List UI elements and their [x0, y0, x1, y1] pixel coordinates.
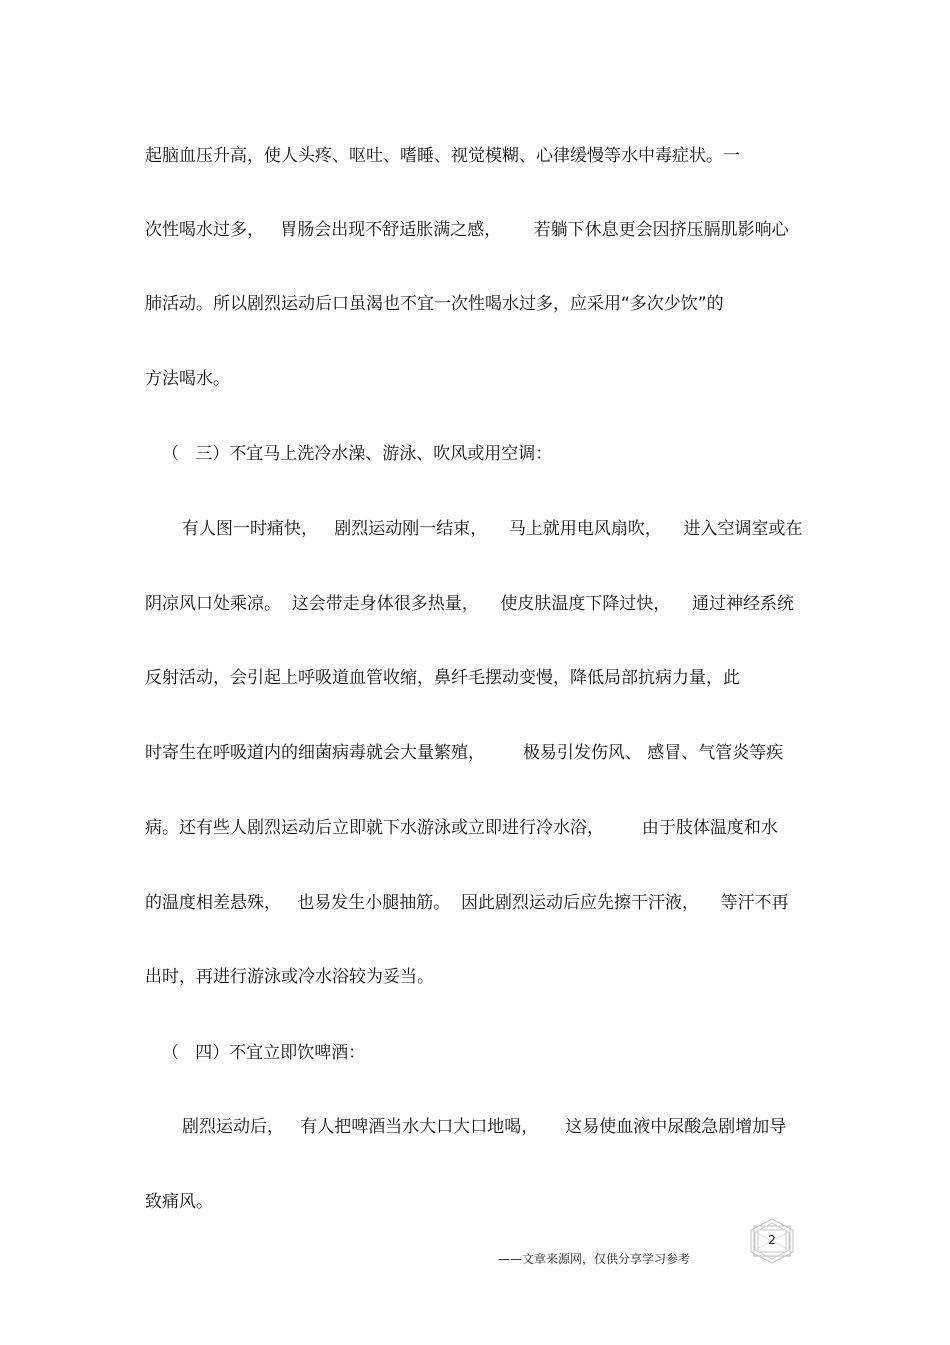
body-line-5: 有人图一时痛快， 剧烈运动刚一结束， 马上就用电风扇吹， 进入空调室或在	[182, 519, 803, 539]
body-line-1: 起脑血压升高，使人头疼、呕吐、嗜睡、视觉模糊、心律缓慢等水中毒症状。一	[145, 146, 740, 166]
section-heading-3: （ 三）不宜马上洗冷水澡、游泳、吹风或用空调：	[162, 444, 553, 464]
body-line-10: 的温度相差悬殊， 也易发生小腿抽筋。 因此剧烈运动后应先擦干汗液， 等汗不再	[145, 893, 789, 913]
body-line-8: 时寄生在呼吸道内的细菌病毒就会大量繁殖， 极易引发伤风、 感冒、气管炎等疾	[145, 743, 784, 763]
page-number-badge	[746, 1218, 798, 1264]
body-line-9: 病。还有些人剧烈运动后立即就下水游泳或立即进行冷水浴， 由于肢体温度和水	[145, 818, 778, 838]
body-line-12: 剧烈运动后， 有人把啤酒当水大口大口地喝， 这易使血液中尿酸急剧增加导	[182, 1117, 787, 1137]
page-number: 2	[768, 1233, 776, 1247]
body-line-4: 方法喝水。	[145, 369, 230, 389]
body-line-6: 阴凉风口处乘凉。 这会带走身体很多热量， 使皮肤温度下降过快， 通过神经系统	[145, 594, 795, 614]
body-line-13: 致痛风。	[145, 1192, 213, 1212]
body-line-7: 反射活动，会引起上呼吸道血管收缩，鼻纤毛摆动变慢，降低局部抗病力量，此	[145, 668, 740, 688]
body-line-3: 肺活动。所以剧烈运动后口虽渴也不宜一次性喝水过多，应采用“多次少饮”的	[145, 294, 724, 314]
body-line-2: 次性喝水过多， 胃肠会出现不舒适胀满之感， 若躺下休息更会因挤压膈肌影响心	[145, 220, 789, 240]
footer-source-note: ——文章来源网，仅供分享学习参考	[498, 1252, 691, 1266]
body-line-11: 出时，再进行游泳或冷水浴较为妥当。	[145, 967, 434, 987]
section-heading-4: （ 四）不宜立即饮啤酒：	[162, 1043, 366, 1063]
